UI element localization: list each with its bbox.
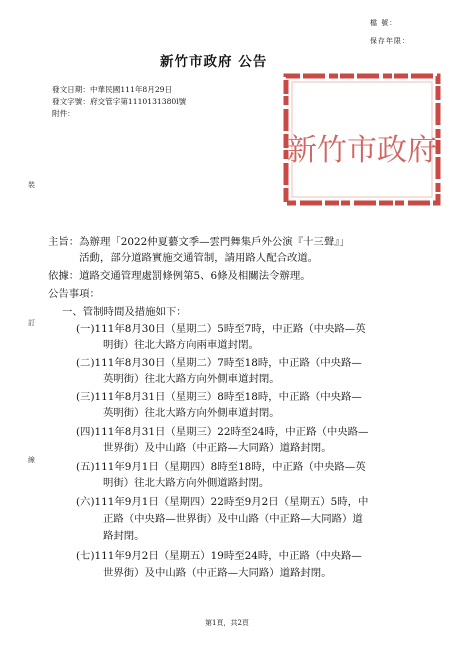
- list-item: (七)111年9月2日（星期五）19時至24時，中正路（中央路—: [76, 550, 362, 562]
- list-item: (六)111年9月1日（星期四）22時至9月2日（星期五）5時，中: [76, 496, 369, 508]
- list-item: (四)111年8月31日（星期三）22時至24時，中正路（中央路—: [76, 426, 369, 438]
- issue-date: 發文日期：中華民國111年8月29日: [52, 85, 173, 94]
- subject-line-2: 活動，部分道路實施交通管制，請用路人配合改道。: [48, 252, 319, 264]
- list-item-cont: 明街）往北大路方向兩車道封閉。: [103, 339, 259, 351]
- list-item-cont: 正路（中央路—世界街）及中山路（中正路—大同路）道: [103, 513, 363, 525]
- official-seal-icon: [282, 72, 442, 207]
- list-item-cont: 英明街）往北大路方向外側車道封閉。: [103, 407, 280, 419]
- issue-number: 發文字號：府交管字第1110131380l號: [52, 97, 187, 106]
- attachment-label: 附件：: [52, 109, 75, 118]
- list-item-cont: 路封閉。: [103, 530, 145, 542]
- binding-mark-1: 裝: [28, 181, 35, 189]
- list-item-cont: 世界街）及中山路（中正路—大同路）道路封閉。: [103, 442, 332, 454]
- binding-mark-3: 線: [28, 456, 35, 464]
- list-item-cont: 英明街）往北大路方向外側車道封閉。: [103, 373, 280, 385]
- items-header: 公告事項：: [48, 288, 100, 300]
- list-item: (二)111年8月30日（星期二）7時至18時，中正路（中央路—: [76, 357, 362, 369]
- list-item-cont: 明街）往北大路方向外側道路封閉。: [103, 477, 270, 489]
- retention-label: 保存年限：: [370, 37, 410, 45]
- seal-text: 新竹市政府: [287, 133, 437, 168]
- list-item-cont: 世界街）及中山路（中正路—大同路）道路封閉。: [103, 567, 332, 579]
- list-item: (五)111年9月1日（星期四）8時至18時，中正路（中央路—英: [76, 461, 366, 473]
- basis-line: 依據：道路交通管理處罰條例第5、6條及相關法令辦理。: [48, 270, 311, 282]
- file-number-label: 檔 號：: [370, 19, 398, 27]
- subject-line-1: 主旨：為辦理「2022仲夏藝文季—雲門舞集戶外公演『十三聲』」: [48, 236, 350, 248]
- binding-mark-2: 訂: [28, 319, 35, 327]
- page-footer: 第1頁，共2頁: [205, 619, 249, 627]
- list-item: (三)111年8月31日（星期三）8時至18時，中正路（中央路—: [76, 391, 362, 403]
- page-title: 新竹市政府 公告: [160, 54, 268, 70]
- section-1-heading: 一、管制時間及措施如下：: [62, 306, 187, 318]
- list-item: (一)111年8月30日（星期二）5時至7時，中正路（中央路—英: [76, 323, 366, 335]
